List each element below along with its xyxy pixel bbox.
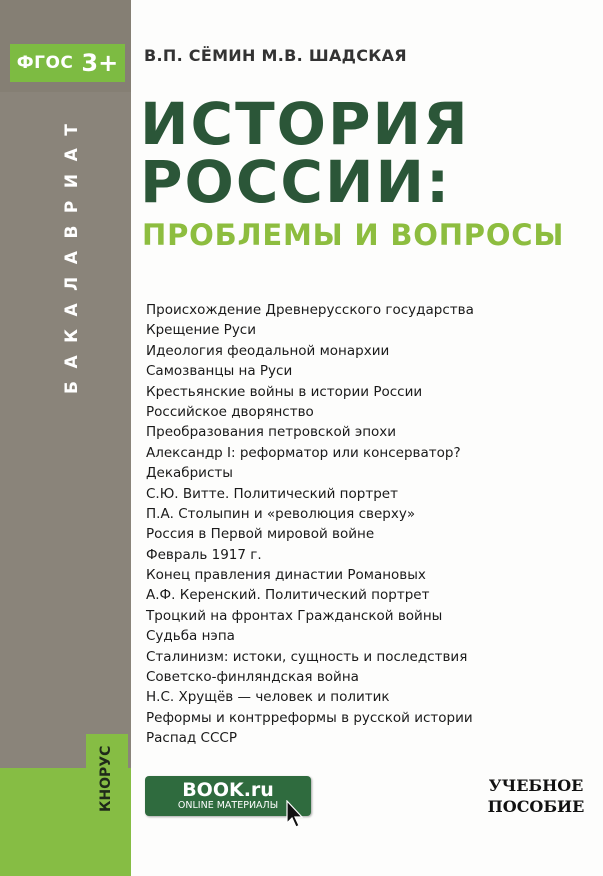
topic-item: Россия в Первой мировой войне <box>146 526 375 543</box>
publication-type <box>476 775 596 817</box>
bookru-subtitle: ONLINE МАТЕРИАЛЫ <box>177 800 279 811</box>
topic-item: Декабристы <box>146 465 233 482</box>
topic-item: Александр I: реформатор или консерватор? <box>146 444 461 461</box>
title-line-1: ИСТОРИЯ <box>140 90 470 158</box>
mouse-cursor-icon <box>285 800 305 830</box>
topic-item: Реформы и контрреформы в русской истории <box>146 709 473 726</box>
level-text: БАКАЛАВРИАТ <box>62 111 82 394</box>
topic-item: Сталинизм: истоки, сущность и последствия <box>146 648 468 665</box>
topic-item: Происхождение Древнерусского государства <box>146 302 474 318</box>
topic-item: Крещение Руси <box>146 322 257 339</box>
topic-item: А.Ф. Керенский. Политический портрет <box>146 587 430 604</box>
topic-item: Февраль 1917 г. <box>146 546 262 563</box>
authors: В.П. СЁМИН М.В. ШАДСКАЯ <box>144 46 407 65</box>
publication-type-line-1: УЧЕБНОЕ <box>488 776 584 795</box>
topic-item: Крестьянские войны в истории России <box>146 383 423 400</box>
title-line-2: РОССИИ: <box>140 148 452 216</box>
topic-item: Самозванцы на Руси <box>146 363 293 380</box>
topic-item: Советско-финляндская война <box>146 669 359 686</box>
topic-item: Распад СССР <box>146 730 237 747</box>
topic-item: Идеология феодальной монархии <box>146 342 390 359</box>
topic-item: П.А. Столыпин и «революция сверху» <box>146 505 416 522</box>
topic-item: Н.С. Хрущёв — человек и политик <box>146 689 390 706</box>
fgos-label: ФГОС <box>16 53 74 73</box>
topics-list <box>146 300 474 749</box>
publication-type-line-2: ПОСОБИЕ <box>487 797 585 816</box>
topic-item: Преобразования петровской эпохи <box>146 424 397 441</box>
topic-item: Троцкий на фронтах Гражданской войны <box>146 607 443 624</box>
fgos-badge <box>10 44 125 82</box>
fgos-version: 3+ <box>81 49 119 77</box>
topic-item: Конец правления династии Романовых <box>146 567 426 584</box>
topic-item: С.Ю. Витте. Политический портрет <box>146 485 398 502</box>
publisher-name: КНОРУС <box>98 745 114 812</box>
topic-item: Российское дворянство <box>146 403 314 420</box>
subtitle: ПРОБЛЕМЫ И ВОПРОСЫ <box>142 218 565 252</box>
topic-item: Судьба нэпа <box>146 628 235 645</box>
bookru-title: BOOK.ru <box>182 779 274 801</box>
